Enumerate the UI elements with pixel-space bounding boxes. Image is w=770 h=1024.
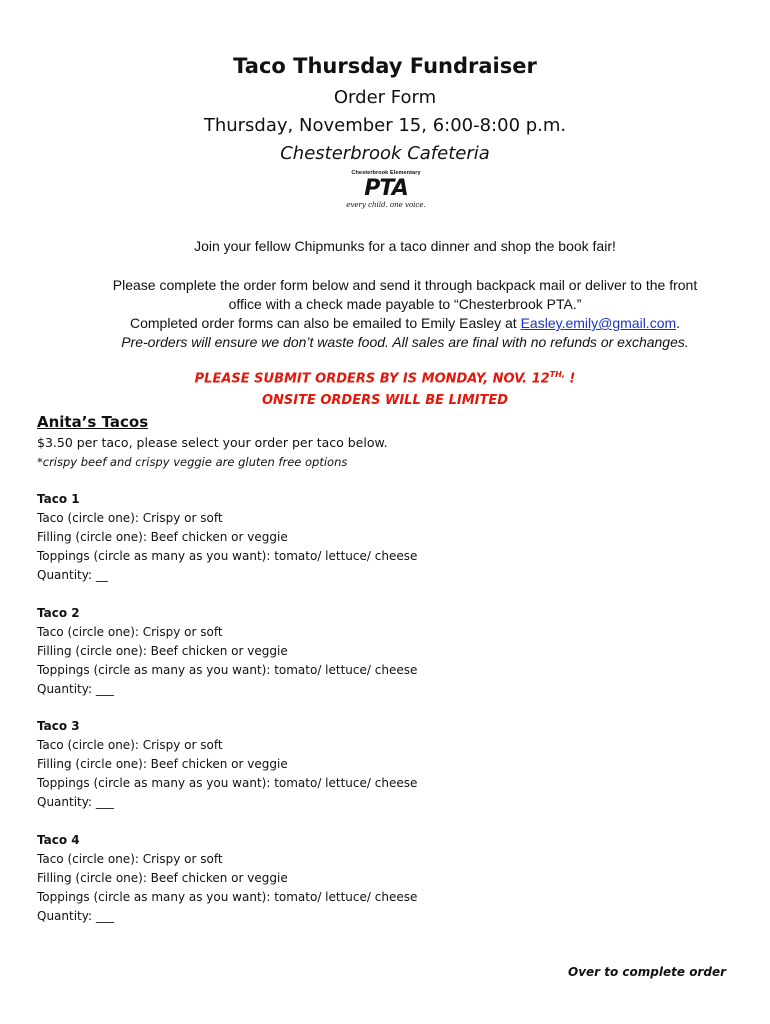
vendor-name: Anita’s Tacos: [37, 413, 149, 431]
taco-quantity: Quantity: ___: [37, 795, 114, 809]
taco-quantity: Quantity: __: [37, 568, 108, 582]
deadline-warning: [0, 370, 770, 386]
event-date: Thursday, November 15, 6:00-8:00 p.m.: [203, 115, 567, 136]
instructions-line-1: Please complete the order form below and send it through backpack mail or deliver to the front: [112, 277, 698, 293]
taco-quantity: Quantity: ___: [37, 682, 114, 696]
vendor-price: $3.50 per taco, please select your order per taco below.: [37, 435, 388, 450]
email-prefix: Completed order forms can also be emailed to Emily Easley at: [129, 315, 521, 331]
instructions-line-3: [80, 314, 730, 333]
deadline-end: !: [564, 371, 576, 387]
taco-filling: Filling (circle one): Beef chicken or veggie: [37, 644, 288, 658]
taco-toppings: Toppings (circle as many as you want): tomato/ lettuce/ cheese: [37, 890, 418, 904]
email-suffix: .: [676, 315, 681, 331]
taco-title: Taco 4: [37, 833, 80, 847]
email-link[interactable]: Easley.emily@gmail.com: [520, 315, 677, 331]
deadline-main: PLEASE SUBMIT ORDERS BY IS MONDAY, NOV. 12: [194, 371, 550, 387]
logo-tagline: every child. one voice.: [346, 201, 426, 209]
taco-section: [37, 717, 537, 812]
form-subtitle: Order Form: [333, 87, 437, 108]
taco-title: Taco 3: [37, 719, 80, 733]
event-location: Chesterbrook Cafeteria: [280, 143, 490, 164]
logo-org: Chesterbrook Elementary: [351, 170, 421, 176]
taco-filling: Filling (circle one): Beef chicken or veggie: [37, 530, 288, 544]
logo-name: PTA: [364, 176, 408, 201]
page-title: Taco Thursday Fundraiser: [233, 54, 537, 78]
instructions-line-4: Pre-orders will ensure we don’t waste food. All sales are final with no refunds or exchanges.: [121, 334, 689, 350]
taco-type: Taco (circle one): Crispy or soft: [37, 852, 223, 866]
taco-type: Taco (circle one): Crispy or soft: [37, 625, 223, 639]
taco-toppings: Toppings (circle as many as you want): tomato/ lettuce/ cheese: [37, 549, 418, 563]
taco-filling: Filling (circle one): Beef chicken or veggie: [37, 871, 288, 885]
gluten-free-note: *crispy beef and crispy veggie are gluten free options: [37, 455, 348, 469]
taco-filling: Filling (circle one): Beef chicken or veggie: [37, 757, 288, 771]
deadline-sup: TH,: [549, 370, 565, 379]
taco-type: Taco (circle one): Crispy or soft: [37, 738, 223, 752]
taco-quantity: Quantity: ___: [37, 909, 114, 923]
intro-text: Join your fellow Chipmunks for a taco dinner and shop the book fair!: [194, 238, 616, 254]
pta-logo: [342, 170, 430, 218]
onsite-warning: ONSITE ORDERS WILL BE LIMITED: [261, 393, 509, 408]
taco-title: Taco 1: [37, 492, 80, 506]
taco-type: Taco (circle one): Crispy or soft: [37, 511, 223, 525]
taco-section: [37, 490, 537, 585]
footer-note: Over to complete order: [568, 965, 726, 979]
taco-toppings: Toppings (circle as many as you want): tomato/ lettuce/ cheese: [37, 663, 418, 677]
instructions-line-2: office with a check made payable to “Chesterbrook PTA.”: [228, 296, 582, 312]
taco-section: [37, 604, 537, 699]
taco-section: [37, 831, 537, 926]
taco-toppings: Toppings (circle as many as you want): tomato/ lettuce/ cheese: [37, 776, 418, 790]
taco-title: Taco 2: [37, 606, 80, 620]
